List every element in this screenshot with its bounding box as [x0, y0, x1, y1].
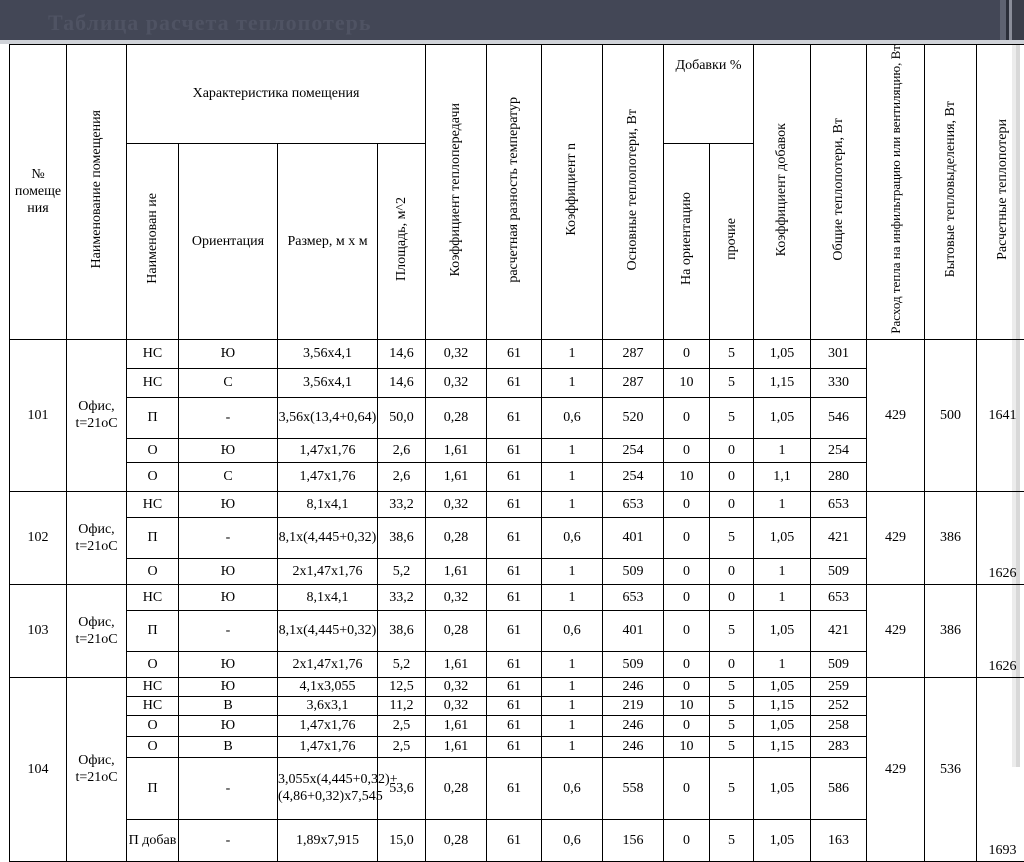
- cell-dt: 61: [487, 610, 542, 651]
- cell-n: 0,6: [542, 757, 603, 819]
- cell-area: 2,6: [378, 438, 426, 462]
- cell-oth: 0: [710, 584, 754, 610]
- cell-name: П: [127, 610, 179, 651]
- hdr-add-other-text: прочие: [724, 218, 740, 260]
- cell-oth: 5: [710, 819, 754, 861]
- cell-oth: 5: [710, 339, 754, 368]
- cell-size: 2х1,47х1,76: [278, 558, 378, 584]
- hdr-k-heat: [426, 45, 487, 340]
- cell-kadd: 1,05: [754, 610, 811, 651]
- hdr-household-text: Бытовые тепловыделения, Вт: [943, 101, 959, 277]
- cell-orient: В: [179, 736, 278, 757]
- cell-kadd: 1: [754, 558, 811, 584]
- cell-name: НС: [127, 368, 179, 397]
- room-infiltration: 429: [867, 491, 925, 584]
- cell-base: 287: [603, 339, 664, 368]
- cell-dt: 61: [487, 677, 542, 696]
- cell-base: 246: [603, 715, 664, 736]
- cell-size: 4,1х3,055: [278, 677, 378, 696]
- cell-total: 653: [811, 584, 867, 610]
- cell-dt: 61: [487, 462, 542, 491]
- cell-n: 1: [542, 715, 603, 736]
- cell-base: 246: [603, 677, 664, 696]
- cell-size: 8,1х4,1: [278, 491, 378, 517]
- cell-n: 1: [542, 368, 603, 397]
- cell-k: 1,61: [426, 558, 487, 584]
- cell-name: О: [127, 736, 179, 757]
- hdr-area: [378, 143, 426, 339]
- cell-orient: С: [179, 368, 278, 397]
- cell-orient: Ю: [179, 651, 278, 677]
- hdr-room-no: [10, 45, 67, 340]
- hdr-char-name-text: Наименован ие: [145, 193, 161, 284]
- hdr-coef-n: [542, 45, 603, 340]
- cell-n: 0,6: [542, 517, 603, 558]
- cell-size: 1,47х1,76: [278, 736, 378, 757]
- cell-n: 0,6: [542, 397, 603, 438]
- cell-n: 1: [542, 584, 603, 610]
- cell-kadd: 1: [754, 438, 811, 462]
- cell-n: 1: [542, 438, 603, 462]
- hdr-delta-t: [487, 45, 542, 340]
- cell-orient: Ю: [179, 715, 278, 736]
- cell-area: 38,6: [378, 610, 426, 651]
- hdr-k-add: [754, 45, 811, 340]
- cell-ori: 10: [664, 736, 710, 757]
- cell-ori: 0: [664, 558, 710, 584]
- cell-n: 1: [542, 491, 603, 517]
- cell-oth: 5: [710, 368, 754, 397]
- cell-base: 653: [603, 491, 664, 517]
- cell-name: НС: [127, 491, 179, 517]
- room-number: 104: [10, 677, 67, 861]
- hdr-add-orient-text: На ориентацию: [679, 192, 695, 285]
- cell-total: 301: [811, 339, 867, 368]
- cell-k: 1,61: [426, 651, 487, 677]
- hdr-orientation: [179, 143, 278, 339]
- cell-ori: 10: [664, 462, 710, 491]
- cell-n: 0,6: [542, 610, 603, 651]
- cell-ori: 0: [664, 397, 710, 438]
- cell-total: 283: [811, 736, 867, 757]
- cell-total: 586: [811, 757, 867, 819]
- cell-size: 3,56х(13,4+0,64): [278, 397, 378, 438]
- room-household: 386: [925, 491, 977, 584]
- cell-k: 1,61: [426, 438, 487, 462]
- room-infiltration: 429: [867, 339, 925, 491]
- cell-dt: 61: [487, 339, 542, 368]
- cell-size: 8,1х(4,445+0,32): [278, 517, 378, 558]
- cell-size: 3,055х(4,445+0,32)+(4,86+0,32)х7,545: [278, 757, 378, 819]
- cell-n: 0,6: [542, 819, 603, 861]
- cell-base: 156: [603, 819, 664, 861]
- cell-kadd: 1,05: [754, 397, 811, 438]
- room-name: Офис, t=21oC: [67, 339, 127, 491]
- cell-base: 401: [603, 517, 664, 558]
- cell-dt: 61: [487, 651, 542, 677]
- hdr-base-loss-text: Основные теплопотери, Вт: [625, 109, 641, 270]
- table-row: [10, 339, 1024, 368]
- hdr-area-text: Площадь, м^2: [394, 197, 410, 281]
- cell-kadd: 1,05: [754, 517, 811, 558]
- room-household: 500: [925, 339, 977, 491]
- cell-area: 12,5: [378, 677, 426, 696]
- hdr-size-text: Размер, м х м: [287, 234, 367, 249]
- cell-area: 2,6: [378, 462, 426, 491]
- decorative-strip: [1000, 0, 1024, 40]
- cell-name: О: [127, 715, 179, 736]
- cell-k: 0,28: [426, 517, 487, 558]
- cell-area: 2,5: [378, 736, 426, 757]
- table-row: [10, 677, 1024, 696]
- cell-k: 0,32: [426, 584, 487, 610]
- cell-area: 50,0: [378, 397, 426, 438]
- room-name: Офис, t=21oC: [67, 584, 127, 677]
- cell-n: 1: [542, 462, 603, 491]
- cell-k: 1,61: [426, 715, 487, 736]
- cell-orient: В: [179, 696, 278, 715]
- hdr-household: [925, 45, 977, 340]
- cell-total: 330: [811, 368, 867, 397]
- cell-oth: 5: [710, 517, 754, 558]
- cell-total: 252: [811, 696, 867, 715]
- cell-total: 254: [811, 438, 867, 462]
- cell-orient: -: [179, 757, 278, 819]
- cell-base: 246: [603, 736, 664, 757]
- cell-dt: 61: [487, 757, 542, 819]
- cell-kadd: 1,05: [754, 757, 811, 819]
- cell-area: 15,0: [378, 819, 426, 861]
- cell-name: НС: [127, 696, 179, 715]
- cell-ori: 0: [664, 677, 710, 696]
- cell-ori: 0: [664, 610, 710, 651]
- cell-k: 0,32: [426, 339, 487, 368]
- cell-oth: 5: [710, 610, 754, 651]
- cell-k: 0,28: [426, 819, 487, 861]
- cell-area: 5,2: [378, 651, 426, 677]
- cell-name: П: [127, 397, 179, 438]
- hdr-additions-text: Добавки %: [676, 58, 742, 73]
- room-name: Офис, t=21oC: [67, 677, 127, 861]
- cell-kadd: 1,15: [754, 736, 811, 757]
- cell-orient: Ю: [179, 584, 278, 610]
- cell-kadd: 1,1: [754, 462, 811, 491]
- cell-ori: 0: [664, 584, 710, 610]
- cell-ori: 0: [664, 715, 710, 736]
- cell-area: 33,2: [378, 584, 426, 610]
- cell-base: 509: [603, 651, 664, 677]
- cell-kadd: 1: [754, 491, 811, 517]
- cell-k: 0,32: [426, 696, 487, 715]
- cell-area: 2,5: [378, 715, 426, 736]
- cell-k: 0,28: [426, 397, 487, 438]
- cell-area: 14,6: [378, 368, 426, 397]
- cell-oth: 0: [710, 438, 754, 462]
- cell-total: 421: [811, 517, 867, 558]
- cell-orient: -: [179, 397, 278, 438]
- room-name: Офис, t=21oC: [67, 491, 127, 584]
- cell-orient: Ю: [179, 558, 278, 584]
- room-design-loss: 1641: [977, 339, 1024, 491]
- room-household: 536: [925, 677, 977, 861]
- cell-oth: 5: [710, 757, 754, 819]
- cell-dt: 61: [487, 517, 542, 558]
- cell-orient: Ю: [179, 438, 278, 462]
- hdr-total-loss-text: Общие теплопотери, Вт: [831, 118, 847, 261]
- cell-base: 509: [603, 558, 664, 584]
- cell-ori: 0: [664, 819, 710, 861]
- room-household: 386: [925, 584, 977, 677]
- cell-size: 1,47х1,76: [278, 715, 378, 736]
- cell-dt: 61: [487, 736, 542, 757]
- cell-size: 1,89х7,915: [278, 819, 378, 861]
- hdr-k-heat-text: Коэффициент теплопередачи: [448, 103, 464, 276]
- cell-total: 258: [811, 715, 867, 736]
- hdr-room-name-text: Наименование помещения: [89, 110, 105, 268]
- cell-oth: 5: [710, 715, 754, 736]
- hdr-size: [278, 143, 378, 339]
- cell-size: 8,1х(4,445+0,32): [278, 610, 378, 651]
- cell-total: 653: [811, 491, 867, 517]
- room-number: 102: [10, 491, 67, 584]
- hdr-add-orient: [664, 143, 710, 339]
- cell-orient: -: [179, 610, 278, 651]
- table-row: [10, 584, 1024, 610]
- cell-base: 401: [603, 610, 664, 651]
- cell-dt: 61: [487, 584, 542, 610]
- room-infiltration: 429: [867, 677, 925, 861]
- cell-base: 254: [603, 438, 664, 462]
- cell-orient: Ю: [179, 339, 278, 368]
- cell-base: 219: [603, 696, 664, 715]
- cell-dt: 61: [487, 397, 542, 438]
- cell-ori: 0: [664, 757, 710, 819]
- room-number: 101: [10, 339, 67, 491]
- cell-total: 259: [811, 677, 867, 696]
- cell-size: 3,56х4,1: [278, 339, 378, 368]
- hdr-orientation-text: Ориентация: [192, 234, 264, 249]
- cell-orient: -: [179, 517, 278, 558]
- cell-n: 1: [542, 677, 603, 696]
- cell-oth: 5: [710, 696, 754, 715]
- cell-ori: 10: [664, 368, 710, 397]
- hdr-characteristics-text: Характеристика помещения: [193, 86, 360, 101]
- cell-oth: 0: [710, 491, 754, 517]
- cell-kadd: 1,05: [754, 339, 811, 368]
- hdr-coef-n-text: Коэффициент n: [564, 143, 580, 236]
- cell-ori: 0: [664, 491, 710, 517]
- hdr-delta-t-text: расчетная разность температур: [506, 97, 522, 283]
- hdr-infiltration: [867, 45, 925, 340]
- room-number: 103: [10, 584, 67, 677]
- cell-dt: 61: [487, 696, 542, 715]
- hdr-total-loss: [811, 45, 867, 340]
- table-body: [10, 339, 1024, 861]
- cell-size: 3,6х3,1: [278, 696, 378, 715]
- hdr-base-loss: [603, 45, 664, 340]
- cell-dt: 61: [487, 558, 542, 584]
- cell-kadd: 1,05: [754, 677, 811, 696]
- cell-area: 11,2: [378, 696, 426, 715]
- cell-base: 287: [603, 368, 664, 397]
- hdr-add-other: [710, 143, 754, 339]
- cell-name: О: [127, 558, 179, 584]
- hdr-additions: [664, 45, 754, 144]
- cell-total: 509: [811, 558, 867, 584]
- cell-size: 3,56х4,1: [278, 368, 378, 397]
- cell-area: 33,2: [378, 491, 426, 517]
- room-design-loss: 1626: [977, 584, 1024, 677]
- cell-orient: Ю: [179, 677, 278, 696]
- cell-base: 520: [603, 397, 664, 438]
- cell-kadd: 1,15: [754, 368, 811, 397]
- cell-ori: 0: [664, 517, 710, 558]
- hdr-room-name: [67, 45, 127, 340]
- cell-base: 653: [603, 584, 664, 610]
- cell-oth: 5: [710, 397, 754, 438]
- cell-orient: С: [179, 462, 278, 491]
- cell-size: 1,47х1,76: [278, 462, 378, 491]
- cell-area: 5,2: [378, 558, 426, 584]
- cell-area: 38,6: [378, 517, 426, 558]
- cell-ori: 0: [664, 339, 710, 368]
- hdr-char-name: [127, 143, 179, 339]
- cell-k: 1,61: [426, 462, 487, 491]
- cell-n: 1: [542, 696, 603, 715]
- cell-k: 1,61: [426, 736, 487, 757]
- cell-dt: 61: [487, 819, 542, 861]
- cell-oth: 0: [710, 558, 754, 584]
- cell-name: П: [127, 517, 179, 558]
- cell-dt: 61: [487, 368, 542, 397]
- hdr-k-add-text: Коэффициент добавок: [774, 123, 790, 256]
- cell-n: 1: [542, 736, 603, 757]
- cell-k: 0,32: [426, 368, 487, 397]
- cell-size: 8,1х4,1: [278, 584, 378, 610]
- cell-name: НС: [127, 339, 179, 368]
- room-design-loss: 1626: [977, 491, 1024, 584]
- cell-kadd: 1,05: [754, 715, 811, 736]
- room-design-loss: 1693: [977, 677, 1024, 861]
- cell-total: 280: [811, 462, 867, 491]
- cell-k: 0,28: [426, 610, 487, 651]
- hdr-design-loss-text: Расчетные теплопотери: [995, 119, 1011, 260]
- cell-oth: 5: [710, 736, 754, 757]
- cell-orient: -: [179, 819, 278, 861]
- hdr-design-loss: [977, 45, 1024, 340]
- cell-n: 1: [542, 339, 603, 368]
- cell-kadd: 1,15: [754, 696, 811, 715]
- cell-ori: 0: [664, 651, 710, 677]
- cell-oth: 5: [710, 677, 754, 696]
- cell-name: П: [127, 757, 179, 819]
- cell-oth: 0: [710, 462, 754, 491]
- cell-base: 254: [603, 462, 664, 491]
- title-band: [0, 0, 1024, 40]
- cell-name: НС: [127, 584, 179, 610]
- room-infiltration: 429: [867, 584, 925, 677]
- cell-area: 53,6: [378, 757, 426, 819]
- cell-orient: Ю: [179, 491, 278, 517]
- cell-name: О: [127, 438, 179, 462]
- cell-name: П добав: [127, 819, 179, 861]
- cell-total: 546: [811, 397, 867, 438]
- cell-name: О: [127, 651, 179, 677]
- cell-total: 163: [811, 819, 867, 861]
- cell-ori: 0: [664, 438, 710, 462]
- cell-n: 1: [542, 651, 603, 677]
- cell-dt: 61: [487, 438, 542, 462]
- heat-loss-table: [9, 44, 1024, 862]
- cell-kadd: 1: [754, 584, 811, 610]
- cell-n: 1: [542, 558, 603, 584]
- cell-k: 0,28: [426, 757, 487, 819]
- hdr-room-no-text: № помеще ния: [15, 167, 61, 216]
- cell-kadd: 1: [754, 651, 811, 677]
- cell-area: 14,6: [378, 339, 426, 368]
- cell-dt: 61: [487, 491, 542, 517]
- cell-total: 509: [811, 651, 867, 677]
- cell-total: 421: [811, 610, 867, 651]
- cell-size: 1,47х1,76: [278, 438, 378, 462]
- hdr-infiltration-text: Расход тепла на инфильтрацию или вентиляцию, Вт: [889, 45, 903, 334]
- cell-name: НС: [127, 677, 179, 696]
- cell-size: 2х1,47х1,76: [278, 651, 378, 677]
- table-row: [10, 491, 1024, 517]
- cell-name: О: [127, 462, 179, 491]
- cell-base: 558: [603, 757, 664, 819]
- slide-title: Таблица расчета теплопотерь: [48, 10, 372, 36]
- hdr-characteristics: [127, 45, 426, 144]
- cell-kadd: 1,05: [754, 819, 811, 861]
- cell-dt: 61: [487, 715, 542, 736]
- cell-k: 0,32: [426, 491, 487, 517]
- cell-k: 0,32: [426, 677, 487, 696]
- cell-oth: 0: [710, 651, 754, 677]
- cell-ori: 10: [664, 696, 710, 715]
